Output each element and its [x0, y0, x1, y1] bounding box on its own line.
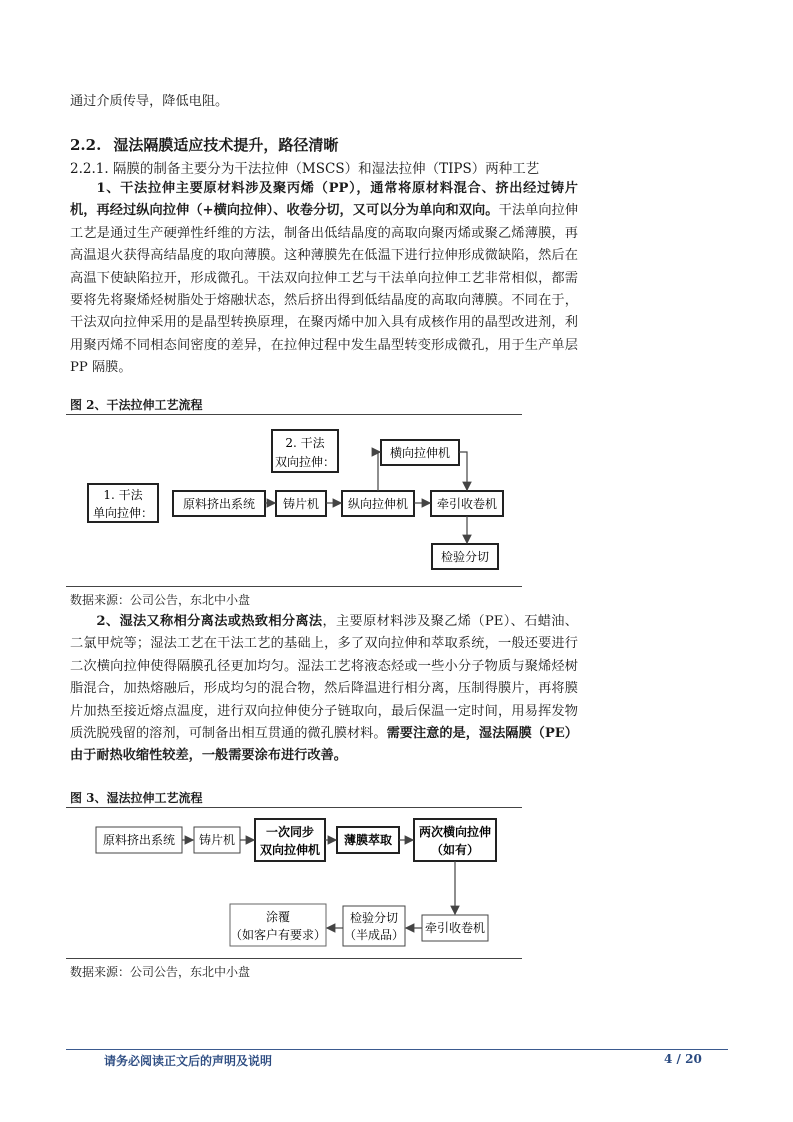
figure3-bottom-rule [66, 958, 522, 959]
figure2-top-rule [66, 414, 522, 415]
figure2-flowchart [66, 416, 526, 586]
paragraph-dry-process [70, 178, 578, 380]
paragraph-dry-body: 干法单向拉伸工艺是通过生产硬弹性纤维的方法，制备出低结晶度的高取向聚丙烯或聚乙烯薄膜，再高温退火获得高结晶度的取向薄膜。这种薄膜先在低温下进行拉伸形成微缺陷，然后在高温下使缺陷拉开，形成微孔。干法双向拉伸工艺与干法单向拉伸工艺非常相似，都需要将先将聚烯烃树脂处于熔融状态，然后挤出得到低结晶度的高取向薄膜。不同在于，干法双向拉伸采用的是晶型转换原理，在聚丙烯中加入具有成核作用的晶型改进剂，利用聚丙烯不同相态间密度的差异，在拉伸过程中发生晶型转变形成微孔，用于生产单层 PP 隔膜。 [70, 203, 579, 376]
figure3-top-rule [66, 807, 522, 808]
figure3-title: 图 3、湿法拉伸工艺流程 [70, 791, 203, 805]
footer-rule [66, 1049, 728, 1050]
figure2-box-raw-label: 原料挤出系统 [182, 497, 256, 511]
figure2-box-winder-label: 牵引收卷机 [436, 497, 498, 511]
intro-tail-text: 通过介质传导，降低电阻。 [70, 94, 229, 109]
paragraph-wet-process [70, 611, 578, 768]
section-title: 湿法隔膜适应技术提升，路径清晰 [113, 136, 339, 154]
subsection-heading: 2.2.1. 隔膜的制备主要分为干法拉伸（MSCS）和湿法拉伸（TIPS）两种工艺 [70, 161, 540, 177]
figure2-arrow-long-trans [378, 452, 380, 491]
figure3-box-second-line1: 两次横向拉伸 [418, 825, 492, 839]
figure3-box-biaxial-line1: 一次同步 [265, 825, 315, 839]
figure2-label-double-line2: 双向拉伸： [274, 455, 336, 469]
figure3-box-biaxial-line2: 双向拉伸机 [259, 843, 321, 857]
paragraph-wet-note: 需要注意的是，湿法隔膜（PE）由于耐热收缩性较差，一般需要涂布进行改善。 [70, 726, 578, 764]
paragraph-wet-lead: 2、湿法又称相分离法或热致相分离法 [96, 614, 323, 629]
paragraph-dry-lead: 1、干法拉伸主要原材料涉及聚丙烯（PP），通常将原材料混合、挤出经过铸片机，再经过纵向拉伸（+横向拉伸）、收卷分切，又可以分为单向和双向。 [70, 181, 578, 219]
figure3-box-second-line2: （如有） [430, 843, 480, 857]
figure3-box-winder-label: 牵引收卷机 [424, 921, 486, 935]
figure3-source: 数据来源：公司公告，东北中小盘 [70, 965, 251, 979]
figure3-box-extract-label: 薄膜萃取 [343, 833, 393, 847]
figure2-label-double-line1: 2. 干法 [285, 436, 325, 450]
figure3-box-coat-line1: 涂覆 [265, 910, 291, 924]
figure3-box-raw-label: 原料挤出系统 [102, 833, 176, 847]
figure3-box-inspect-line1: 检验分切 [349, 911, 399, 925]
footer-page-number: 4 / 20 [664, 1052, 702, 1066]
figure3-box-cast-label: 铸片机 [198, 833, 236, 847]
figure2-arrow-trans-winder [459, 452, 467, 490]
figure2-box-cast-label: 铸片机 [282, 497, 320, 511]
figure3-box-coat-line2: （如客户有要求） [229, 928, 327, 942]
figure2-title: 图 2、干法拉伸工艺流程 [70, 398, 203, 412]
figure2-bottom-rule [66, 586, 522, 587]
figure2-label-single-line2: 单向拉伸： [92, 506, 154, 520]
figure2-box-inspect-label: 检验分切 [440, 550, 490, 564]
figure3-box-inspect-line2: （半成品） [343, 928, 405, 942]
figure3-flowchart [66, 809, 526, 959]
figure2-box-longitudinal-label: 纵向拉伸机 [347, 497, 409, 511]
figure2-box-transverse-label: 横向拉伸机 [389, 446, 451, 460]
figure2-source: 数据来源：公司公告，东北中小盘 [70, 593, 251, 607]
paragraph-wet-body: ，主要原材料涉及聚乙烯（PE）、石蜡油、二氯甲烷等；湿法工艺在干法工艺的基础上，多了双向拉伸和萃取系统，一般还要进行二次横向拉伸使得隔膜孔径更加均匀。湿法工艺将液态烃或一些小分子物质与聚烯烃树脂混合，加热熔融后，形成均匀的混合物，然后降温进行相分离，压制得膜片，再将膜片加热至接近熔点温度，进行双向拉伸使分子链取向，最后保温一定时间，用易挥发物质洗脱残留的溶剂，可制备出相互贯通的微孔膜材料。 [70, 614, 578, 742]
footer-notice: 请务必阅读正文后的声明及说明 [104, 1054, 273, 1068]
section-heading [70, 134, 338, 155]
section-number: 2.2. [70, 136, 102, 154]
figure2-label-single-line1: 1. 干法 [103, 488, 143, 502]
